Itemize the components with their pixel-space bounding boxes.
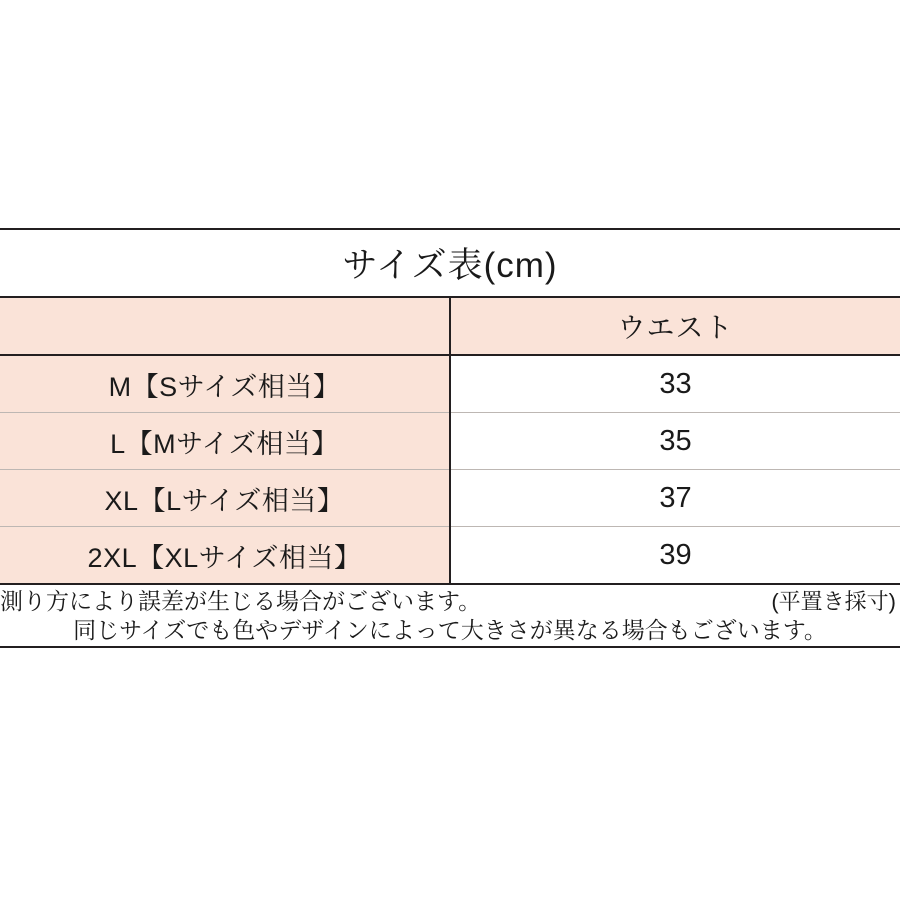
table-header-row: [0, 297, 900, 355]
table-title-row: [0, 230, 900, 297]
note-color-design-variance: 同じサイズでも色やデザインによって大きさが異なる場合もございます。: [73, 617, 827, 644]
table-row: [0, 355, 900, 413]
table-row: [0, 413, 900, 470]
notes-container: [0, 584, 900, 646]
row-label-l: L【Mサイズ相当】: [0, 413, 450, 470]
table-row: [0, 470, 900, 527]
row-value-2xl-waist: 39: [450, 527, 900, 585]
table-notes-row: [0, 584, 900, 646]
row-value-xl-waist: 37: [450, 470, 900, 527]
table-row: [0, 527, 900, 585]
row-label-m: M【Sサイズ相当】: [0, 355, 450, 413]
column-header-size: [0, 297, 450, 355]
row-value-l-waist: 35: [450, 413, 900, 470]
size-table: [0, 230, 900, 646]
row-value-m-waist: 33: [450, 355, 900, 413]
size-table-container: [0, 228, 900, 648]
row-label-xl: XL【Lサイズ相当】: [0, 470, 450, 527]
note-flat-measurement: (平置き採寸): [771, 589, 896, 614]
page-title: サイズ表(cm): [0, 230, 900, 297]
notes-first-line-row: [0, 585, 900, 616]
row-label-2xl: 2XL【XLサイズ相当】: [0, 527, 450, 585]
note-measurement-variance: 測り方により誤差が生じる場合がございます。: [0, 588, 482, 614]
column-header-waist: ウエスト: [450, 297, 900, 355]
